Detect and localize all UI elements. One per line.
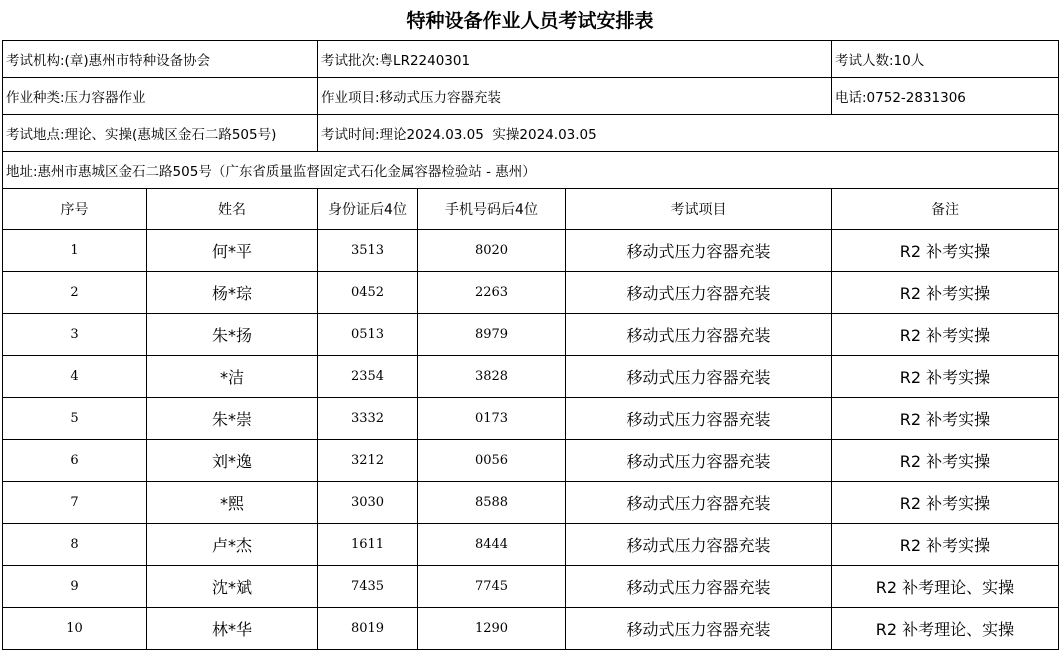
cell-id: 3212	[318, 440, 418, 482]
cell-name: 林*华	[147, 608, 318, 650]
cell-no: 9	[3, 566, 147, 608]
cell-id: 3030	[318, 482, 418, 524]
cell-remark: R2 补考实操	[832, 230, 1059, 272]
cell-phone: 0056	[418, 440, 566, 482]
cell-phone: 8588	[418, 482, 566, 524]
cell-phone: 3828	[418, 356, 566, 398]
cell-no: 10	[3, 608, 147, 650]
table-row	[3, 524, 1059, 566]
info-row	[3, 78, 1059, 115]
cell-no: 2	[3, 272, 147, 314]
table-row	[3, 272, 1059, 314]
cell-project: 移动式压力容器充装	[566, 482, 832, 524]
cell-name: 朱*扬	[147, 314, 318, 356]
column-header-phone: 手机号码后4位	[418, 189, 566, 230]
cell-id: 2354	[318, 356, 418, 398]
cell-project: 移动式压力容器充装	[566, 440, 832, 482]
cell-phone: 8444	[418, 524, 566, 566]
cell-phone: 2263	[418, 272, 566, 314]
cell-id: 0452	[318, 272, 418, 314]
cell-remark: R2 补考实操	[832, 356, 1059, 398]
table-header-row	[3, 189, 1059, 230]
cell-name: 沈*斌	[147, 566, 318, 608]
cell-phone: 8020	[418, 230, 566, 272]
cell-no: 1	[3, 230, 147, 272]
cell-id: 0513	[318, 314, 418, 356]
cell-phone: 7745	[418, 566, 566, 608]
cell-no: 6	[3, 440, 147, 482]
cell-no: 8	[3, 524, 147, 566]
info-row	[3, 41, 1059, 78]
column-header-project: 考试项目	[566, 189, 832, 230]
cell-id: 8019	[318, 608, 418, 650]
cell-phone: 8979	[418, 314, 566, 356]
cell-remark: R2 补考理论、实操	[832, 566, 1059, 608]
column-header-id: 身份证后4位	[318, 189, 418, 230]
cell-project: 移动式压力容器充装	[566, 272, 832, 314]
work-category: 作业种类:压力容器作业	[3, 78, 318, 115]
cell-name: 杨*琮	[147, 272, 318, 314]
cell-name: 朱*崇	[147, 398, 318, 440]
cell-remark: R2 补考实操	[832, 440, 1059, 482]
cell-remark: R2 补考实操	[832, 524, 1059, 566]
cell-project: 移动式压力容器充装	[566, 356, 832, 398]
table-row	[3, 398, 1059, 440]
cell-name: 刘*逸	[147, 440, 318, 482]
cell-remark: R2 补考实操	[832, 314, 1059, 356]
column-header-remark: 备注	[832, 189, 1059, 230]
cell-no: 3	[3, 314, 147, 356]
cell-project: 移动式压力容器充装	[566, 398, 832, 440]
exam-count: 考试人数:10人	[832, 41, 1059, 78]
info-row	[3, 115, 1059, 152]
exam-time: 考试时间:理论2024.03.05 实操2024.03.05	[318, 115, 1059, 152]
cell-id: 7435	[318, 566, 418, 608]
table-row	[3, 314, 1059, 356]
cell-project: 移动式压力容器充装	[566, 230, 832, 272]
exam-batch: 考试批次:粤LR2240301	[318, 41, 832, 78]
cell-project: 移动式压力容器充装	[566, 566, 832, 608]
cell-name: 卢*杰	[147, 524, 318, 566]
cell-id: 1611	[318, 524, 418, 566]
contact-phone: 电话:0752-2831306	[832, 78, 1059, 115]
cell-remark: R2 补考实操	[832, 482, 1059, 524]
cell-no: 4	[3, 356, 147, 398]
cell-name: 何*平	[147, 230, 318, 272]
cell-project: 移动式压力容器充装	[566, 524, 832, 566]
cell-no: 7	[3, 482, 147, 524]
cell-project: 移动式压力容器充装	[566, 314, 832, 356]
exam-info-table	[2, 40, 1059, 189]
cell-name: *熙	[147, 482, 318, 524]
exam-address: 地址:惠州市惠城区金石二路505号（广东省质量监督固定式石化金属容器检验站 - 惠州）	[3, 152, 1059, 189]
cell-remark: R2 补考理论、实操	[832, 608, 1059, 650]
table-row	[3, 608, 1059, 650]
work-item: 作业项目:移动式压力容器充装	[318, 78, 832, 115]
cell-project: 移动式压力容器充装	[566, 608, 832, 650]
info-row	[3, 152, 1059, 189]
exam-location: 考试地点:理论、实操(惠城区金石二路505号)	[3, 115, 318, 152]
cell-phone: 1290	[418, 608, 566, 650]
table-row	[3, 566, 1059, 608]
cell-remark: R2 补考实操	[832, 272, 1059, 314]
table-row	[3, 482, 1059, 524]
table-row	[3, 356, 1059, 398]
cell-id: 3513	[318, 230, 418, 272]
page-title: 特种设备作业人员考试安排表	[406, 10, 654, 32]
candidate-table	[2, 188, 1059, 650]
table-row	[3, 230, 1059, 272]
exam-agency: 考试机构:(章)惠州市特种设备协会	[3, 41, 318, 78]
cell-name: *洁	[147, 356, 318, 398]
table-row	[3, 440, 1059, 482]
cell-id: 3332	[318, 398, 418, 440]
cell-remark: R2 补考实操	[832, 398, 1059, 440]
cell-no: 5	[3, 398, 147, 440]
column-header-name: 姓名	[147, 189, 318, 230]
cell-phone: 0173	[418, 398, 566, 440]
column-header-no: 序号	[3, 189, 147, 230]
